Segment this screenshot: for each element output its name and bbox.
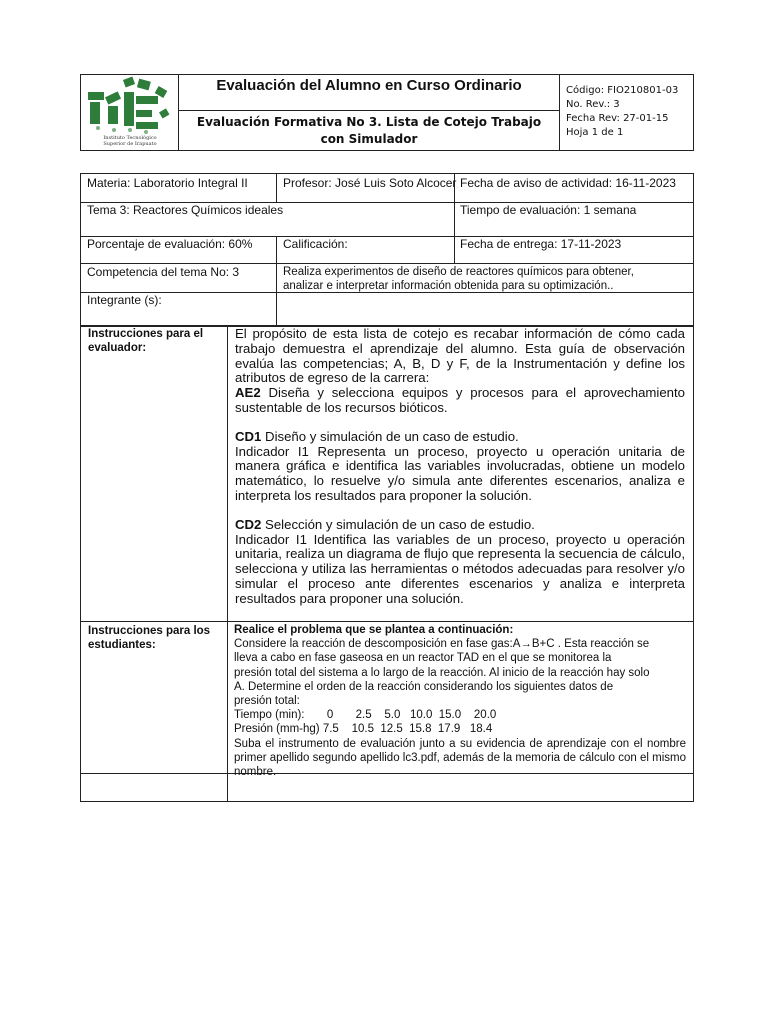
ae2-text: Diseña y selecciona equipos y procesos para el aprovechamiento sustentable de los recursos bióticos. — [235, 385, 685, 415]
porcentaje-field: Porcentaje de evaluación: 60% — [87, 237, 253, 251]
submission-instructions: Suba el instrumento de evaluación junto a su evidencia de aprendizaje con el nombre primer apellido segundo apellido lc3.pdf, además de la memoria de cálculo con el mismo nombre. — [234, 737, 686, 779]
cd2-indicator: Indicador I1 Identifica las variables de un proceso, proyecto u operación unitaria, realiza un diagrama de flujo que representa la secuencia de cálculo, selecciona y utiliza las herramientas o métodos adecuadas para resolver y/o simular el proceso ante diferentes escenarios y analiza e interpreta resultados para proponer una solución. — [235, 531, 685, 606]
doc-page: Hoja 1 de 1 — [566, 127, 624, 138]
info-col-line — [276, 263, 277, 327]
problem-line: presión total del sistema a lo largo de la reacción. Al inicio de la reacción hay solo — [234, 666, 650, 679]
logo-caption-2: Superior de Irapuato — [103, 141, 157, 147]
cd1-code: CD1 — [235, 428, 262, 444]
problem-heading: Realice el problema que se plantea a continuación: — [234, 624, 514, 636]
competencia-text: Realiza experimentos de diseño de reactores químicos para obtener, analizar e interpretar información obtenida para su optimización.. — [283, 266, 634, 292]
info-col-line — [276, 236, 277, 263]
document-title: Evaluación del Alumno en Curso Ordinario — [216, 77, 522, 94]
header-divider-left — [178, 74, 179, 151]
cd2-title — [235, 518, 685, 533]
info-col-line — [276, 173, 277, 202]
problem-line: lleva a cabo en fase gaseosa en un reactor TAD en el que se monitorea la — [234, 652, 612, 665]
evaluador-label: Instrucciones para el evaluador: — [88, 328, 204, 354]
estudiantes-label: Instrucciones para los estudiantes: — [88, 625, 211, 651]
cd1-indicator: Indicador I1 Representa un proceso, proyecto u operación unitaria de manera gráfica e identifica las variables involucradas, obtiene un modelo matemático, lo resuelve y/o simula ante diferentes escenarios, analiza e interpreta los resultados para proponer la solución. — [235, 443, 685, 503]
cd2-title-text: Selección y simulación de un caso de estudio. — [261, 516, 535, 532]
doc-revision-date: Fecha Rev: 27-01-15 — [566, 113, 669, 124]
tema-field: Tema 3: Reactores Químicos ideales — [87, 203, 284, 217]
institution-logo — [84, 76, 174, 148]
ae2-code: AE2 — [235, 385, 261, 401]
cd1-title-text: Diseño y simulación de un caso de estudio. — [261, 428, 519, 444]
calificacion-field: Calificación: — [283, 237, 348, 251]
estudiantes-instructions — [234, 623, 686, 779]
doc-revision: No. Rev.: 3 — [566, 99, 620, 110]
header-divider-right — [559, 74, 560, 151]
header-divider-mid — [178, 110, 559, 111]
problem-line: Considere la reacción de descomposición en fase gas:A→B+C . Esta reacción se — [234, 638, 650, 651]
ae2-attribute — [235, 386, 685, 416]
fecha-entrega-field: Fecha de entrega: 17-11-2023 — [460, 237, 622, 251]
integrante-field: Integrante (s): — [87, 293, 162, 307]
cd1-title — [235, 430, 685, 445]
evaluador-intro: El propósito de esta lista de cotejo es recabar información de cómo cada trabajo demuestra el aprendizaje del alumno. Esta guía de observación evalúa las competencias; A, B, D y F, de la Instrumentación y define los atributos de egreso de la carrera: — [235, 326, 685, 386]
competencia-label: Competencia del tema No: 3 — [87, 265, 240, 279]
doc-code: Código: FIO210801-03 — [566, 85, 679, 96]
instr-col-line — [227, 325, 228, 802]
time-data-row: Tiempo (min): 0 2.5 5.0 10.0 15.0 20.0 — [234, 709, 497, 722]
cd2-code: CD2 — [235, 516, 262, 532]
tiempo-field: Tiempo de evaluación: 1 semana — [460, 203, 637, 217]
materia-field: Materia: Laboratorio Integral II — [87, 176, 248, 190]
fecha-aviso-field: Fecha de aviso de actividad: 16-11-2023 — [460, 176, 676, 190]
document-meta — [566, 84, 691, 140]
problem-line: A. Determine el orden de la reacción considerando los siguientes datos de — [234, 680, 614, 693]
info-row-line — [80, 263, 694, 264]
logo-caption-1: Instituto Tecnológico — [103, 135, 157, 141]
evaluador-instructions — [235, 327, 685, 607]
document-subtitle: Evaluación Formativa No 3. Lista de Cotejo Trabajo con Simulador — [196, 115, 542, 146]
problem-line: presión total: — [234, 695, 300, 708]
pressure-data-row: Presión (mm-hg) 7.5 10.5 12.5 15.8 17.9 18.4 — [234, 723, 493, 736]
profesor-field: Profesor: José Luis Soto Alcocer — [283, 176, 457, 190]
instr-row-line — [80, 621, 694, 622]
